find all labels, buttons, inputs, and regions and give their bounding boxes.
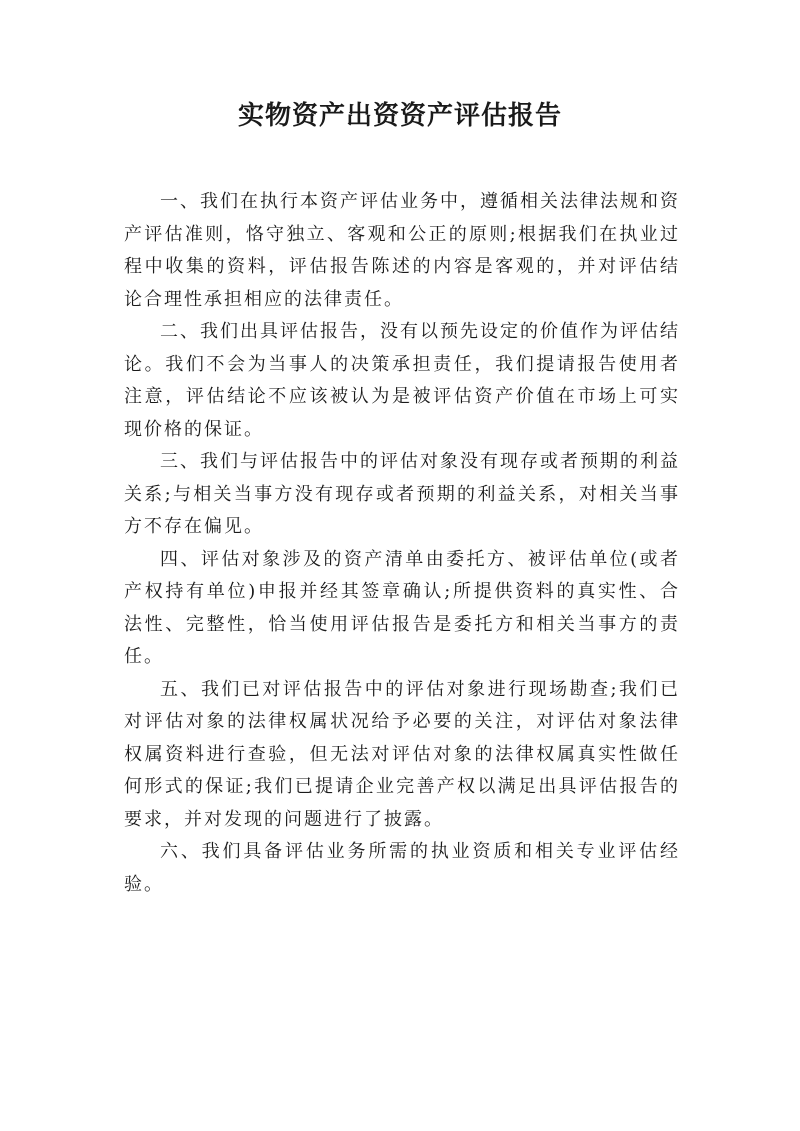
paragraph-6: 六、我们具备评估业务所需的执业资质和相关专业评估经验。 <box>124 841 680 895</box>
paragraph-5: 五、我们已对评估报告中的评估对象进行现场勘查;我们已对评估对象的法律权属状况给予必要的关注，对评估对象法律权属资料进行查验，但无法对评估对象的法律权属真实性做任何形式的保证;我们已提请企业完善产权以满足出具评估报告的要求，并对发现的问题进行了披露。 <box>124 678 680 830</box>
paragraph-2: 二、我们出具评估报告，没有以预先设定的价值作为评估结论。我们不会为当事人的决策承担责任，我们提请报告使用者注意，评估结论不应该被认为是被评估资产价值在市场上可实现价格的保证。 <box>124 321 680 440</box>
document-title: 实物资产出资资产评估报告 <box>237 101 562 131</box>
paragraph-4: 四、评估对象涉及的资产清单由委托方、被评估单位(或者产权持有单位)申报并经其签章确认;所提供资料的真实性、合法性、完整性，恰当使用评估报告是委托方和相关当事方的责任。 <box>124 548 680 667</box>
document-body <box>124 186 680 901</box>
paragraph-3: 三、我们与评估报告中的评估对象没有现存或者预期的利益关系;与相关当事方没有现存或者预期的利益关系，对相关当事方不存在偏见。 <box>124 451 680 537</box>
paragraph-1: 一、我们在执行本资产评估业务中，遵循相关法律法规和资产评估准则，恪守独立、客观和公正的原则;根据我们在执业过程中收集的资料，评估报告陈述的内容是客观的，并对评估结论合理性承担相应的法律责任。 <box>124 191 680 310</box>
